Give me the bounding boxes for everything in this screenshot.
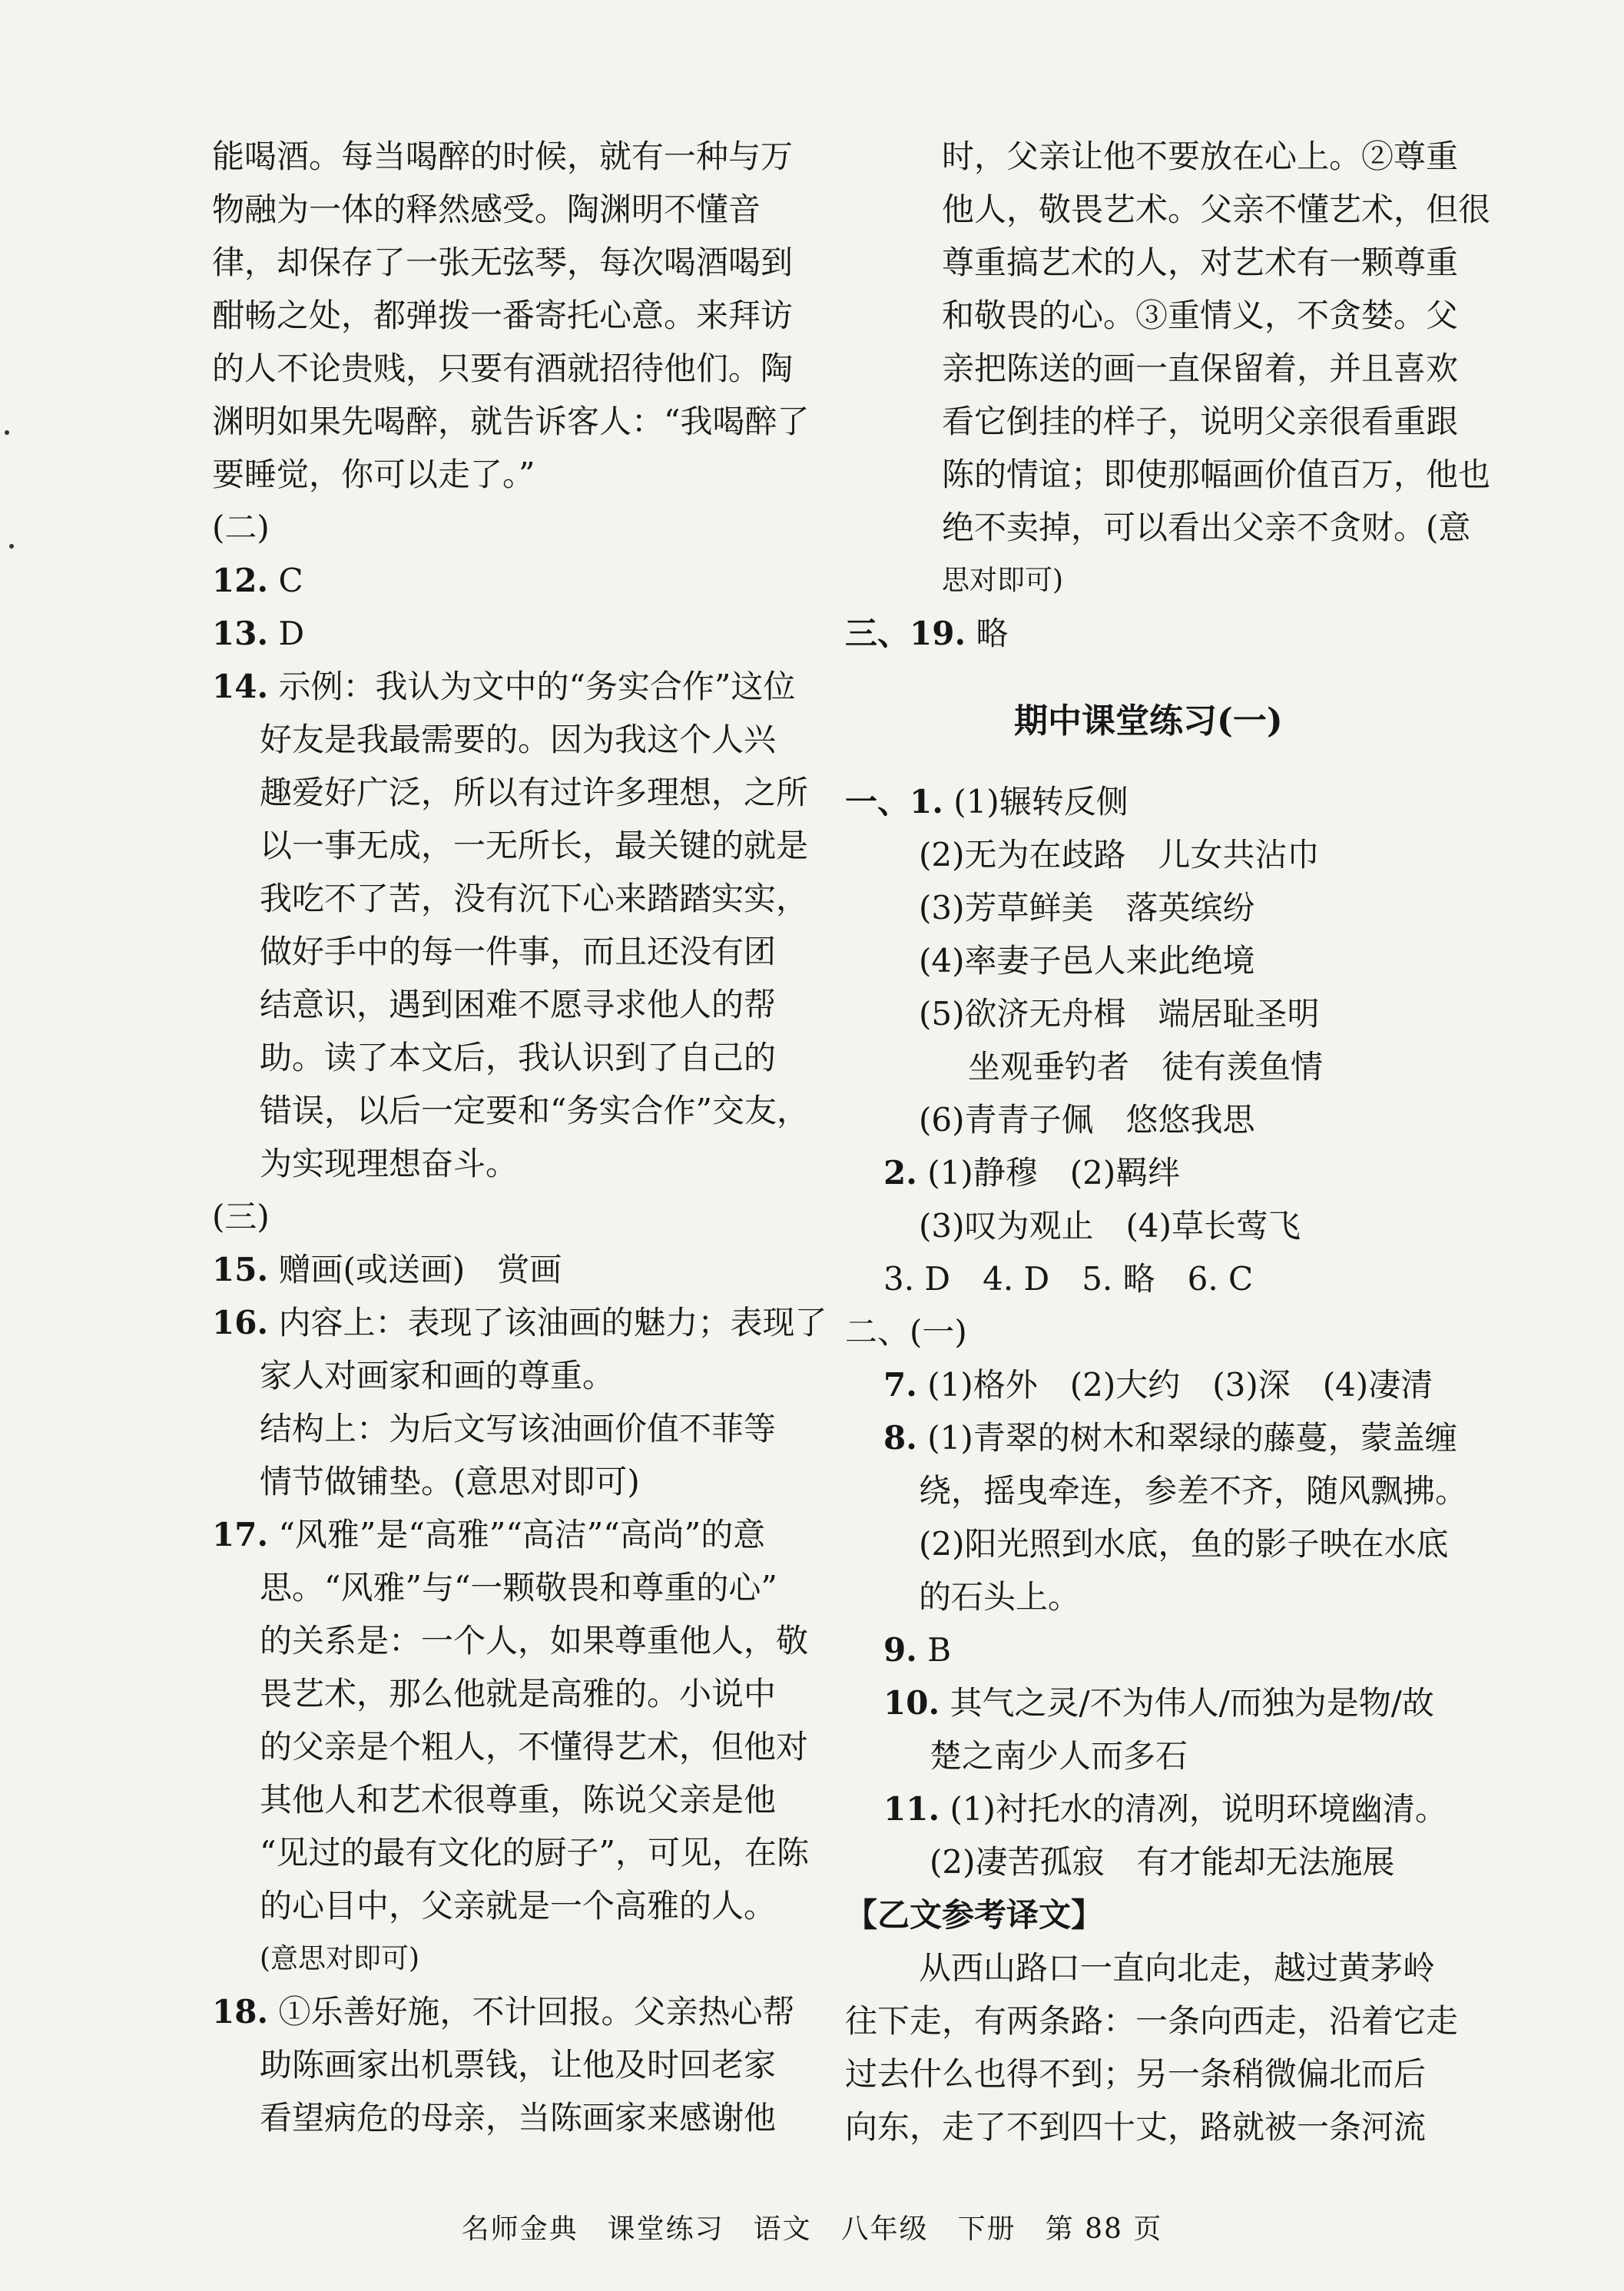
page-footer: 名师金典 课堂练习 语文 八年级 下册 第 88 页 <box>461 2213 1163 2245</box>
text-line: 过去什么也得不到；另一条稍微偏北而后 <box>845 2055 1427 2093</box>
text-line: 他人，敬畏艺术。父亲不懂艺术，但很 <box>942 191 1491 228</box>
text-line: (4)率妻子邑人来此绝境 <box>919 942 1255 980</box>
text-line: (3)芳草鲜美 落英缤纷 <box>919 889 1255 927</box>
scan-dot <box>9 544 14 549</box>
answer-line: 12. C <box>212 562 303 599</box>
text-line: 其他人和艺术很尊重，陈说父亲是他 <box>260 1781 777 1819</box>
text-line: 错误，以后一定要和“务实合作”交友， <box>260 1092 809 1129</box>
section-label: (二) <box>212 509 270 546</box>
text-line: 时，父亲让他不要放在心上。②尊重 <box>942 138 1459 175</box>
answer-line: 17. “风雅”是“高雅”“高洁”“高尚”的意 <box>212 1516 766 1553</box>
text-line: 渊明如果先喝醉，就告诉客人：“我喝醉了 <box>212 403 810 440</box>
text-line: 和敬畏的心。③重情义，不贪婪。父 <box>942 297 1459 334</box>
section-label: 二、(一) <box>845 1313 967 1351</box>
text-line: 看望病危的母亲，当陈画家来感谢他 <box>260 2099 777 2137</box>
text-line: 助。读了本文后，我认识到了自己的 <box>260 1039 777 1076</box>
answer-line: 10. 其气之灵/不为伟人/而独为是物/故 <box>883 1684 1434 1722</box>
scan-dot <box>5 430 9 435</box>
text-line: 思对即可) <box>942 565 1064 596</box>
text-line: 向东，走了不到四十丈，路就被一条河流 <box>845 2108 1427 2146</box>
answer-line: 11. (1)衬托水的清冽，说明环境幽清。 <box>883 1790 1447 1828</box>
text-line: 结意识，遇到困难不愿寻求他人的帮 <box>260 986 777 1023</box>
text-line: (2)阳光照到水底，鱼的影子映在水底 <box>919 1525 1449 1563</box>
text-line: 绕，摇曳牵连，参差不齐，随风飘拂。 <box>919 1472 1468 1510</box>
text-line: 酣畅之处，都弹拨一番寄托心意。来拜访 <box>212 297 794 334</box>
text-line: 从西山路口一直向北走，越过黄茅岭 <box>919 1949 1436 1987</box>
text-line: 的关系是：一个人，如果尊重他人，敬 <box>260 1622 809 1659</box>
text-line: 的心目中，父亲就是一个高雅的人。 <box>260 1887 777 1925</box>
text-line: 亲把陈送的画一直保留着，并且喜欢 <box>942 350 1459 387</box>
answer-line: 13. D <box>212 615 305 652</box>
text-line: 陈的情谊；即使那幅画价值百万，他也 <box>942 456 1491 493</box>
text-line: 思。“风雅”与“一颗敬畏和尊重的心” <box>260 1569 777 1606</box>
text-line: 要睡觉，你可以走了。” <box>212 456 535 493</box>
text-line: (2)凄苦孤寂 有才能却无法施展 <box>930 1843 1395 1881</box>
answer-line: 18. ①乐善好施，不计回报。父亲热心帮 <box>212 1993 795 2031</box>
text-line: 好友是我最需要的。因为我这个人兴 <box>260 721 777 758</box>
text-line: 助陈画家出机票钱，让他及时回老家 <box>260 2046 777 2084</box>
text-line: 的父亲是个粗人，不懂得艺术，但他对 <box>260 1728 809 1765</box>
answer-line: 7. (1)格外 (2)大约 (3)深 (4)凄清 <box>883 1366 1433 1404</box>
text-line: (3)叹为观止 (4)草长莺飞 <box>919 1207 1301 1245</box>
answer-line: 15. 赠画(或送画) 赏画 <box>212 1251 562 1288</box>
text-line: 看它倒挂的样子，说明父亲很看重跟 <box>942 403 1459 440</box>
text-line: 的人不论贵贱，只要有酒就招待他们。陶 <box>212 350 794 387</box>
translation-heading: 【乙文参考译文】 <box>845 1896 1104 1934</box>
answer-line: 16. 内容上：表现了该油画的魅力；表现了 <box>212 1304 827 1341</box>
text-line: (意思对即可) <box>260 1943 420 1974</box>
answer-line: 三、19. 略 <box>845 615 1009 652</box>
answer-line: 一、1. (1)辗转反侧 <box>845 783 1129 821</box>
text-line: 我吃不了苦，没有沉下心来踏踏实实， <box>260 880 809 917</box>
text-line: 结构上：为后文写该油画价值不菲等 <box>260 1410 777 1447</box>
text-line: 以一事无成，一无所长，最关键的就是 <box>260 827 809 864</box>
answer-line: 9. B <box>883 1631 952 1669</box>
text-line: 畏艺术，那么他就是高雅的。小说中 <box>260 1675 777 1712</box>
text-line: 能喝酒。每当喝醉的时候，就有一种与万 <box>212 138 794 175</box>
text-line: 楚之南少人而多石 <box>930 1737 1188 1775</box>
text-line: 情节做铺垫。(意思对即可) <box>260 1463 640 1500</box>
text-line: 为实现理想奋斗。 <box>260 1145 519 1182</box>
text-line: 家人对画家和画的尊重。 <box>260 1357 615 1394</box>
text-line: 的石头上。 <box>919 1578 1081 1616</box>
answer-line: 2. (1)静穆 (2)羁绊 <box>883 1154 1181 1192</box>
text-line: “见过的最有文化的厨子”，可见，在陈 <box>260 1834 809 1872</box>
answer-line: 14. 示例：我认为文中的“务实合作”这位 <box>212 668 796 705</box>
answer-line: 3. D 4. D 5. 略 6. C <box>883 1260 1254 1298</box>
text-line: 趣爱好广泛，所以有过许多理想，之所 <box>260 774 809 811</box>
text-line: 物融为一体的释然感受。陶渊明不懂音 <box>212 191 761 228</box>
text-line: 坐观垂钓者 徒有羡鱼情 <box>968 1048 1324 1086</box>
text-line: (5)欲济无舟楫 端居耻圣明 <box>919 995 1320 1033</box>
text-line: (2)无为在歧路 儿女共沾巾 <box>919 836 1320 874</box>
section-label: (三) <box>212 1198 270 1235</box>
text-line: 律，却保存了一张无弦琴，每次喝酒喝到 <box>212 244 794 281</box>
section-heading: 期中课堂练习(一) <box>1014 701 1283 741</box>
answer-line: 8. (1)青翠的树木和翠绿的藤蔓，蒙盖缠 <box>883 1419 1457 1457</box>
text-line: 尊重搞艺术的人，对艺术有一颗尊重 <box>942 244 1459 281</box>
text-line: 往下走，有两条路：一条向西走，沿着它走 <box>845 2002 1459 2040</box>
text-line: (6)青青子佩 悠悠我思 <box>919 1101 1255 1139</box>
text-line: 绝不卖掉，可以看出父亲不贪财。(意 <box>942 509 1471 546</box>
text-line: 做好手中的每一件事，而且还没有团 <box>260 933 777 970</box>
